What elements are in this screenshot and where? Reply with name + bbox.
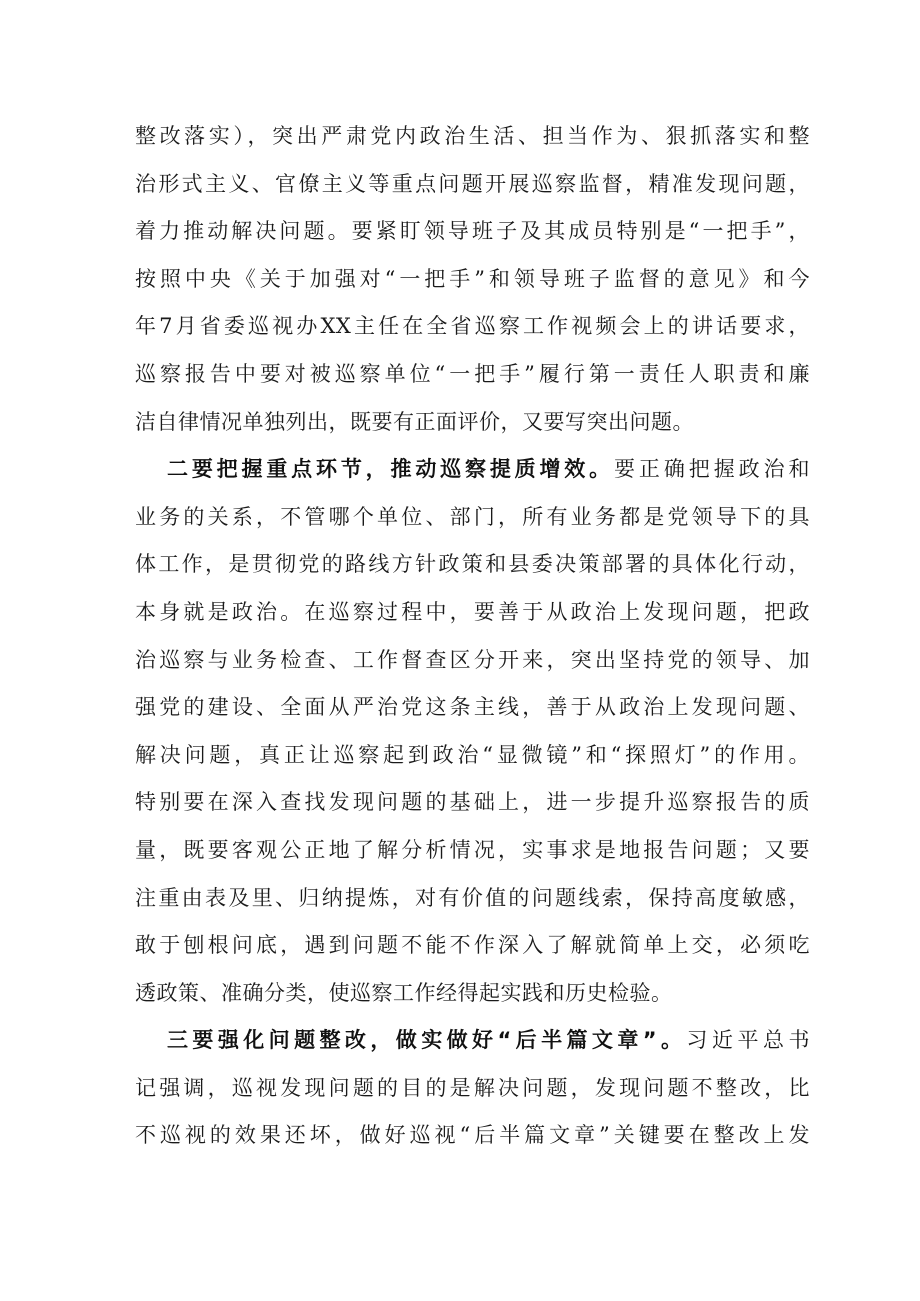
paragraph-2-first-line-text: 要正确把握政治和 — [613, 457, 811, 482]
paragraph-2-line-12: 透政策、准确分类，使巡察工作经得起实践和历史检验。 — [135, 980, 673, 1005]
paragraph-1-line-1: 整改落实），突出严肃党内政治生活、担当作为、狠抓落实和整 — [135, 124, 810, 148]
paragraph-3-heading: 三要强化问题整改，做实做好“后半篇文章”。 — [167, 1028, 687, 1053]
document-body — [135, 113, 810, 1160]
paragraph-2 — [135, 446, 810, 1017]
paragraph-1-line-2: 治形式主义、官僚主义等重点问题开展巡察监督，精准发现问题， — [135, 171, 810, 196]
paragraph-1-line-6: 巡察报告中要对被巡察单位“一把手”履行第一责任人职责和廉 — [135, 361, 810, 386]
paragraph-1 — [135, 113, 810, 446]
paragraph-1-line-3: 着力推动解决问题。要紧盯领导班子及其成员特别是“一把手”， — [135, 219, 810, 244]
paragraph-3 — [135, 1017, 810, 1160]
paragraph-2-line-8: 特别要在深入查找发现问题的基础上，进一步提升巡察报告的质 — [135, 790, 810, 815]
paragraph-2-line-6: 强党的建设、全面从严治党这条主线，善于从政治上发现问题、 — [135, 695, 810, 720]
paragraph-3-first-line-text: 习近平总书 — [686, 1028, 810, 1053]
paragraph-2-line-2: 业务的关系，不管哪个单位、部门，所有业务都是党领导下的具 — [135, 504, 810, 529]
paragraph-2-line-3: 体工作，是贯彻党的路线方针政策和县委决策部署的具体化行动， — [135, 552, 810, 577]
paragraph-2-line-7: 解决问题，真正让巡察起到政治“显微镜”和“探照灯”的作用。 — [135, 742, 810, 767]
paragraph-1-line-7: 洁自律情况单独列出，既要有正面评价，又要写突出问题。 — [135, 409, 694, 434]
paragraph-2-line-11: 敢于刨根问底，遇到问题不能不作深入了解就简单上交，必须吃 — [135, 933, 810, 958]
paragraph-2-heading: 二要把握重点环节，推动巡察提质增效。 — [167, 457, 614, 482]
paragraph-2-line-9: 量，既要客观公正地了解分析情况，实事求是地报告问题；又要 — [135, 837, 810, 862]
paragraph-3-line-2: 记强调，巡视发现问题的目的是解决问题，发现问题不整改，比 — [135, 1075, 810, 1100]
paragraph-2-line-1 — [135, 446, 810, 494]
paragraph-2-line-5: 治巡察与业务检查、工作督查区分开来，突出坚持党的领导、加 — [135, 647, 810, 672]
paragraph-3-line-1 — [135, 1017, 810, 1065]
paragraph-2-line-4: 本身就是政治。在巡察过程中，要善于从政治上发现问题，把政 — [135, 599, 810, 624]
paragraph-3-line-3: 不巡视的效果还坏，做好巡视“后半篇文章”关键要在整改上发 — [135, 1123, 810, 1148]
paragraph-1-line-5: 年7月省委巡视办XX主任在全省巡察工作视频会上的讲话要求， — [135, 314, 810, 339]
paragraph-1-line-4: 按照中央《关于加强对“一把手”和领导班子监督的意见》和今 — [135, 266, 810, 291]
paragraph-2-line-10: 注重由表及里、归纳提炼，对有价值的问题线索，保持高度敏感， — [135, 885, 810, 910]
